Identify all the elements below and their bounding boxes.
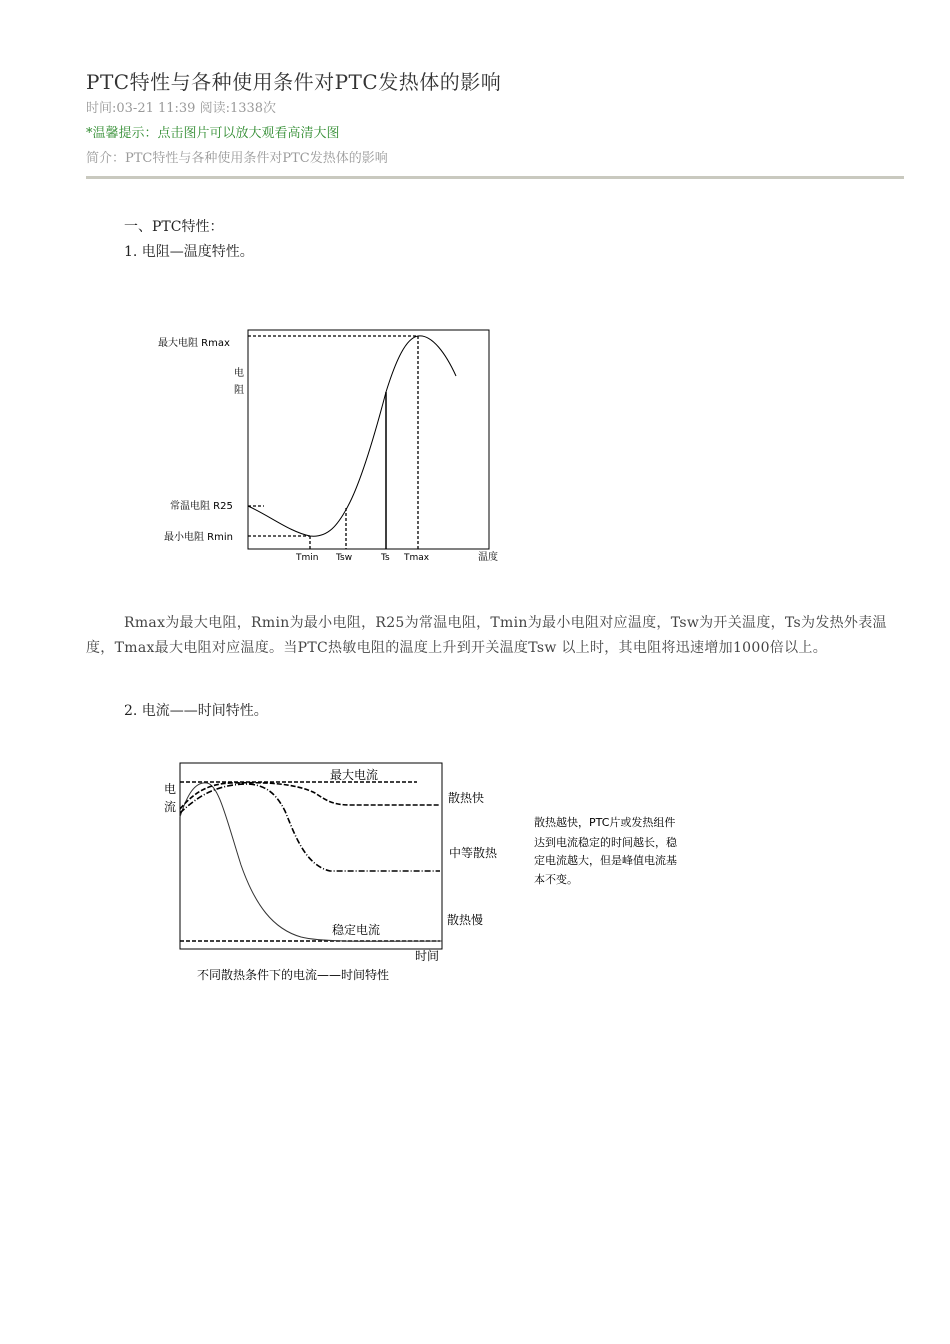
note-line-1: 散热越快，PTC片或发热组件	[534, 816, 676, 829]
resistance-curve	[248, 336, 456, 536]
label-r25: 常温电阻 R25	[170, 501, 233, 512]
title-divider	[86, 176, 904, 179]
tick-tmax: Tmax	[404, 553, 430, 563]
label-temperature-axis: 温度	[478, 552, 498, 563]
label-time-axis: 时间	[415, 949, 440, 963]
label-current-axis-1: 电	[164, 782, 177, 796]
label-rmax: 最大电阻 Rmax	[158, 338, 230, 349]
page-title: PTC特性与各种使用条件对PTC发热体的影响	[86, 70, 502, 94]
curve-slow-dissipation	[180, 783, 442, 942]
section-heading-ptc: 一、PTC特性：	[124, 219, 224, 235]
image-tip: *温馨提示：点击图片可以放大观看高清大图	[86, 126, 340, 141]
article-summary: 简介：PTC特性与各种使用条件对PTC发热体的影响	[86, 151, 388, 166]
label-fast-dissipation: 散热快	[448, 791, 485, 805]
subsection-resistance-temperature: 1. 电阻—温度特性。	[124, 244, 254, 260]
label-medium-dissipation: 中等散热	[449, 846, 498, 860]
note-line-4: 本不变。	[534, 873, 578, 886]
label-stable-current: 稳定电流	[332, 923, 381, 937]
label-resistance-axis-2: 阻	[234, 385, 244, 396]
tick-ts: Ts	[381, 553, 390, 563]
curve-fast-dissipation	[180, 783, 440, 809]
label-max-current: 最大电流	[330, 768, 379, 782]
guide-lines	[248, 336, 418, 549]
label-current-axis-2: 流	[164, 800, 177, 814]
label-slow-dissipation: 散热慢	[447, 913, 484, 927]
note-line-3: 定电流越大，但是峰值电流基	[534, 854, 677, 867]
figure1-frame	[248, 330, 489, 549]
subsection-current-time: 2. 电流——时间特性。	[124, 703, 268, 719]
paragraph-definitions: Rmax为最大电阻，Rmin为最小电阻，R25为常温电阻，Tmin为最小电阻对应温度，Tsw为开关温度，Ts为发热外表温度，Tmax最大电阻对应温度。当PTC热敏电阻的温度上升到开关温度Tsw 以上时，其电阻将迅速增加1000倍以上。	[86, 615, 887, 656]
note-line-2: 达到电流稳定的时间越长，稳	[534, 836, 677, 849]
current-time-figure[interactable]	[155, 755, 715, 990]
current-guides	[180, 782, 440, 941]
article-meta: 时间:03-21 11:39 阅读:1338次	[86, 101, 277, 116]
label-resistance-axis-1: 电	[234, 368, 244, 379]
resistance-temperature-figure[interactable]	[150, 320, 510, 570]
label-rmin: 最小电阻 Rmin	[164, 532, 233, 543]
tick-tmin: Tmin	[296, 553, 319, 563]
tick-tsw: Tsw	[336, 553, 353, 563]
figure2-caption: 不同散热条件下的电流——时间特性	[197, 968, 390, 982]
